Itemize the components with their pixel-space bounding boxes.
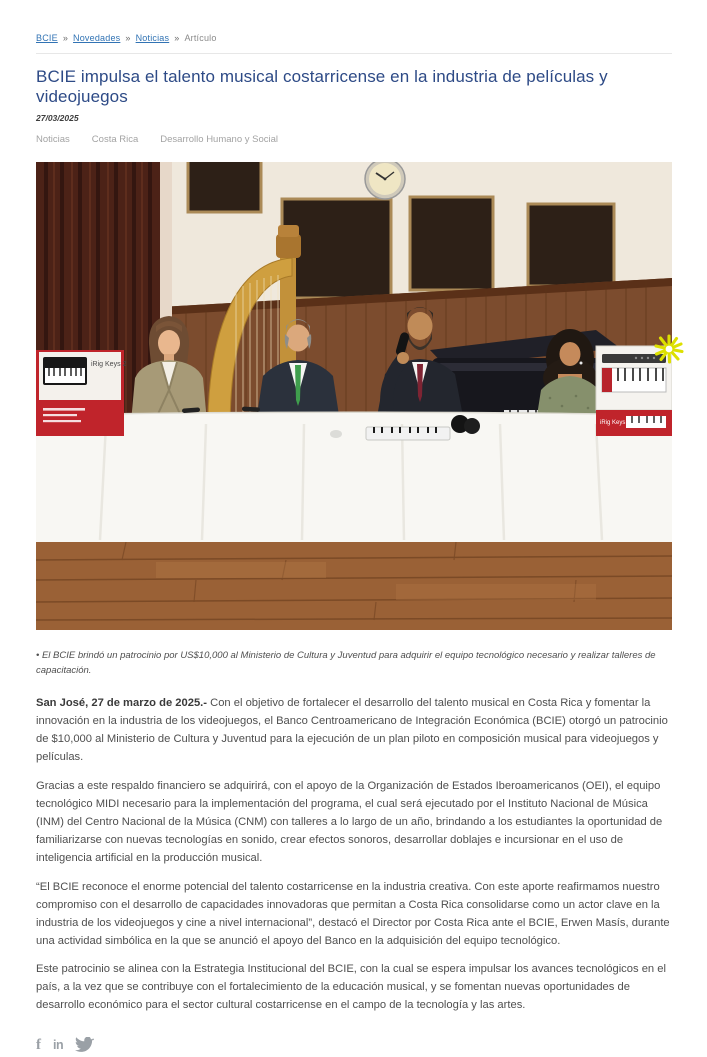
tag-desarrollo-humano[interactable]: Desarrollo Humano y Social — [160, 134, 279, 145]
article-body — [36, 695, 672, 1015]
breadcrumb — [36, 33, 672, 43]
photo-caption: • El BCIE brindó un patrocinio por US$10,000 al Ministerio de Cultura y Juventud para adquirir el equipo tecnológico necesario y realizar talleres de capacitación. — [36, 650, 656, 676]
wall-clock-graphic — [365, 162, 405, 199]
breadcrumb-divider — [36, 53, 672, 54]
tag-noticias[interactable]: Noticias — [36, 134, 70, 145]
press-conference-photo — [36, 162, 672, 630]
page-title: BCIE impulsa el talento musical costarricense en la industria de películas y videojuegos — [36, 67, 608, 106]
dateline: San José, 27 de marzo de 2025.- — [36, 697, 208, 710]
article-photo — [36, 162, 672, 630]
breadcrumb-link-novedades[interactable]: Novedades — [73, 33, 121, 43]
paragraph-2: Gracias a este respaldo financiero se adquirirá, con el apoyo de la Organización de Estados Iberoamericanos (OEI), el equipo tecnológico MIDI necesario para la implementación del programa, el cual será ejecutado por el Instituto Nacional de Música (INM) del Centro Nacional de la Música (CNM) con talleres a lo largo de un año, brindando a los estudiantes la oportunidad de familiarizarse con nuevas tecnologías en sonido, crear efectos sonoros, desarrollar doblajes e incursionar en el uso de inteligencia artificial en la producción musical. — [36, 780, 663, 864]
paragraph-3: “El BCIE reconoce el enorme potencial del talento costarricense en la industria creativa. Con este aporte reafirmamos nuestro compromiso con el desarrollo de capacidades innovadoras que permitan a Costa Rica consolidarse como un actor clave en la industria de los videojuegos y cine a nivel internacional”, destacó el Director por Costa Rica ante el BCIE, Erwen Masís, durante una actividad simbólica en la que se anunció el apoyo del Banco en la adquisición del equipo tecnológico. — [36, 880, 670, 947]
twitter-icon[interactable] — [75, 1037, 94, 1053]
breadcrumb-separator: » — [62, 33, 69, 43]
linkedin-icon[interactable]: in — [53, 1038, 64, 1053]
social-share-bar — [36, 1033, 672, 1057]
svg-text:iRig Keys 2: iRig Keys 2 — [600, 420, 631, 426]
tag-costa-rica[interactable]: Costa Rica — [91, 134, 139, 145]
breadcrumb-separator: » — [125, 33, 131, 43]
irig-box-left — [36, 350, 127, 436]
article-date: 27/03/2025 — [36, 113, 79, 123]
breadcrumb-link-bcie[interactable]: BCIE — [36, 33, 58, 43]
breadcrumb-link-noticias[interactable]: Noticias — [135, 33, 170, 43]
asterisk-logo-icon — [653, 333, 685, 365]
svg-text:iRig Keys 2: iRig Keys 2 — [91, 361, 127, 368]
article-tags — [36, 134, 672, 145]
breadcrumb-separator: » — [174, 33, 180, 43]
facebook-icon[interactable]: f — [36, 1036, 41, 1053]
paragraph-1: San José, 27 de marzo de 2025.- Con el objetivo de fortalecer el desarrollo del talento musical en Costa Rica y fomentar la innovación en la industria de los videojuegos, el Banco Centroamericano de Integración Económica (BCIE) otorgó un patrocinio de $10,000 al Ministerio de Cultura y Juventud para la ejecución de un plan piloto en composición musical para videojuegos y películas. — [36, 697, 668, 764]
breadcrumb-current: Artículo — [184, 33, 217, 43]
paragraph-4: Este patrocinio se alinea con la Estrategia Institucional del BCIE, con la cual se espera impulsar los avances tecnológicos en el país, a la vez que se contribuye con el fortalecimiento de la educación musical, y se fomentan nuevas oportunidades de desarrollo económico para el sector cultural costarricense en el campo de la tecnología y las artes. — [36, 963, 666, 1012]
